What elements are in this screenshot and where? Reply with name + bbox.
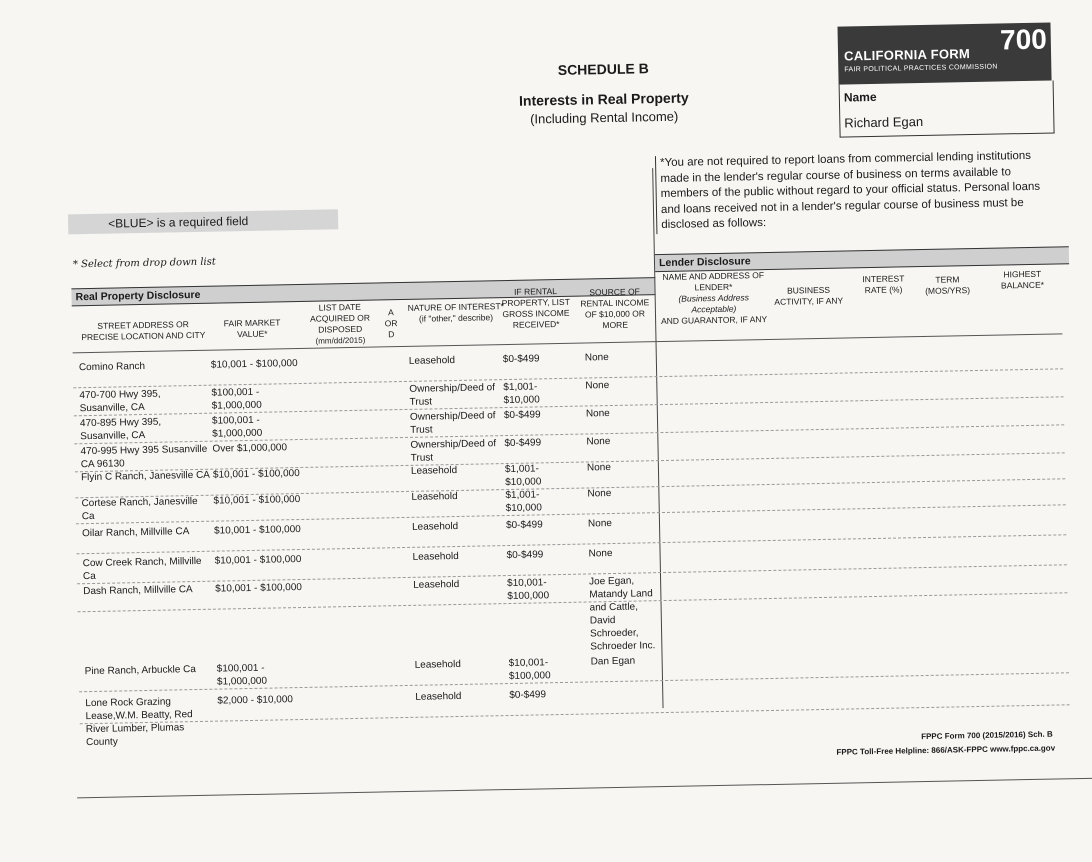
- cell-fmv: $10,001 - $100,000: [213, 523, 301, 537]
- schedule-title: SCHEDULE B: [557, 60, 649, 78]
- cell-address: Lone Rock Grazing Lease,W.M. Beatty, Red River Lumber, Plumas County: [85, 696, 193, 749]
- cell-nature: Leasehold: [415, 690, 462, 703]
- header-rate: INTEREST RATE (%): [862, 273, 905, 296]
- cell-source: None: [587, 488, 612, 500]
- cell-address: Pine Ranch, Arbuckle Ca: [84, 664, 197, 678]
- header-a-or-d: A OR D: [384, 307, 398, 340]
- cell-source: None: [585, 380, 610, 392]
- helpline: FPPC Toll-Free Helpline: 866/ASK-FPPC www.fppc.ca.gov: [836, 743, 1056, 757]
- form-badge: [837, 23, 1051, 85]
- cell-address: Dash Ranch, Millville CA: [83, 584, 193, 598]
- form-reference: FPPC Form 700 (2015/2016) Sch. B: [921, 729, 1053, 742]
- cell-rental: $10,001- $100,000: [507, 577, 550, 603]
- cell-nature: Leasehold: [412, 550, 459, 563]
- cell-source: None: [587, 518, 613, 530]
- cell-nature: Leasehold: [411, 490, 458, 503]
- cell-rental: $0-$499: [503, 409, 541, 422]
- cell-nature: Ownership/Deed of Trust: [409, 382, 496, 408]
- name-label: Name: [843, 89, 877, 105]
- cell-fmv: $100,001 - $1,000,000: [211, 386, 262, 412]
- header-lender-name-note: (Business Address Acceptable): [678, 292, 750, 315]
- name-value: Richard Egan: [844, 113, 924, 131]
- page-title: Interests in Real Property: [518, 89, 689, 109]
- cell-rental: $10,001- $100,000: [508, 657, 551, 683]
- cell-address: 470-700 Hwy 395, Susanville, CA: [79, 388, 161, 415]
- cell-rental: $1,001- $10,000: [505, 489, 542, 515]
- cell-nature: Ownership/Deed of Trust: [409, 410, 496, 436]
- cell-rental: $1,001- $10,000: [503, 381, 540, 407]
- header-balance: HIGHEST BALANCE*: [1000, 268, 1045, 291]
- cell-fmv: $100,001 - $1,000,000: [211, 414, 263, 440]
- header-lender-name-label: NAME AND ADDRESS OF LENDER*: [662, 270, 765, 293]
- header-date-label: LIST DATE ACQUIRED OR DISPOSED: [309, 301, 371, 335]
- header-fmv: FAIR MARKET VALUE*: [223, 317, 281, 340]
- cell-source: None: [588, 548, 613, 560]
- cell-address: 470-895 Hwy 395, Susanville, CA: [79, 416, 162, 443]
- cell-source: Joe Egan, Matandy Land and Cattle, David Schroeder, Schroeder Inc.: [589, 575, 656, 653]
- commission-name: FAIR POLITICAL PRACTICES COMMISSION: [844, 63, 998, 74]
- cell-address: Cow Creek Ranch, Millville Ca: [82, 555, 202, 583]
- header-source: SOURCE OF RENTAL INCOME OF $10,000 OR MORE: [580, 286, 650, 331]
- cell-rental: $0-$499: [502, 353, 540, 366]
- cell-source: None: [586, 436, 611, 448]
- cell-rental: $0-$499: [504, 437, 542, 450]
- dropdown-note: * Select from drop down list: [72, 256, 216, 271]
- cell-rental: $0-$499: [509, 689, 547, 702]
- header-nature: [406, 301, 506, 325]
- cell-rental: $0-$499: [506, 549, 544, 562]
- cell-fmv: Over $1,000,000: [212, 442, 288, 455]
- cell-nature: Ownership/Deed of Trust: [410, 438, 497, 464]
- cell-source: None: [586, 462, 611, 474]
- cell-fmv: $10,001 - $100,000: [213, 494, 301, 507]
- page-subtitle: (Including Rental Income): [529, 108, 679, 127]
- cell-nature: Leasehold: [408, 355, 456, 367]
- header-date: [300, 301, 381, 347]
- name-field: [839, 80, 1055, 137]
- cell-fmv: $10,001 - $100,000: [210, 358, 298, 371]
- cell-nature: Leasehold: [414, 658, 461, 671]
- header-lender-name-tail: AND GUARANTOR, IF ANY: [660, 314, 768, 327]
- form-number: 700: [999, 23, 1048, 56]
- cell-rental: $1,001- $10,000: [504, 463, 542, 489]
- cell-rental: $0-$499: [505, 519, 543, 532]
- cell-nature: Leasehold: [410, 464, 458, 477]
- cell-source: None: [584, 352, 609, 364]
- cell-source: None: [585, 408, 610, 420]
- lender-section-header: Lender Disclosure: [655, 246, 1069, 272]
- bottom-rule: [77, 778, 1092, 799]
- real-property-section-header: Real Property Disclosure: [71, 277, 655, 306]
- cell-address: 470-995 Hwy 395 Susanville CA 96130: [80, 443, 208, 471]
- cell-source: Dan Egan: [590, 655, 636, 668]
- header-business: BUSINESS ACTIVITY, IF ANY: [774, 284, 844, 307]
- header-term: TERM (MOS/YRS): [925, 274, 971, 296]
- cell-fmv: $100,001 - $1,000,000: [216, 662, 268, 688]
- header-address: STREET ADDRESS OR PRECISE LOCATION AND CITY: [81, 319, 206, 343]
- header-rental: IF RENTAL PROPERTY, LIST GROSS INCOME RECEIVED*: [501, 286, 570, 330]
- cell-nature: Leasehold: [411, 520, 459, 533]
- loan-notice: *You are not required to report loans from commercial lending institutions made in the lender's regular course of business on terms available to members of the public without regard to your official status. Personal loans and loans received not in a lender's regular course of business must be disclosed as follows:: [655, 148, 1061, 233]
- cell-address: Cortese Ranch, Janesville Ca: [81, 495, 198, 523]
- cell-address: Oilar Ranch, Millville CA: [81, 526, 190, 540]
- header-date-format: (mm/dd/2015): [315, 335, 366, 346]
- header-lender-name: [659, 270, 768, 327]
- cell-source: [591, 686, 661, 687]
- required-field-note: <BLUE> is a required field: [68, 209, 338, 234]
- cell-fmv: $10,001 - $100,000: [215, 581, 303, 595]
- cell-address: Comino Ranch: [78, 360, 146, 374]
- cell-address: Flyin C Ranch, Janesville CA: [80, 469, 211, 484]
- form-name: CALIFORNIA FORM: [843, 46, 971, 64]
- header-nature-note: (if "other," describe): [418, 312, 494, 324]
- cell-fmv: $2,000 - $10,000: [217, 694, 294, 707]
- cell-fmv: $10,001 - $100,000: [214, 553, 302, 567]
- header-nature-label: NATURE OF INTEREST*: [407, 301, 504, 313]
- cell-fmv: $10,001 - $100,000: [212, 468, 300, 481]
- cell-nature: Leasehold: [413, 578, 460, 591]
